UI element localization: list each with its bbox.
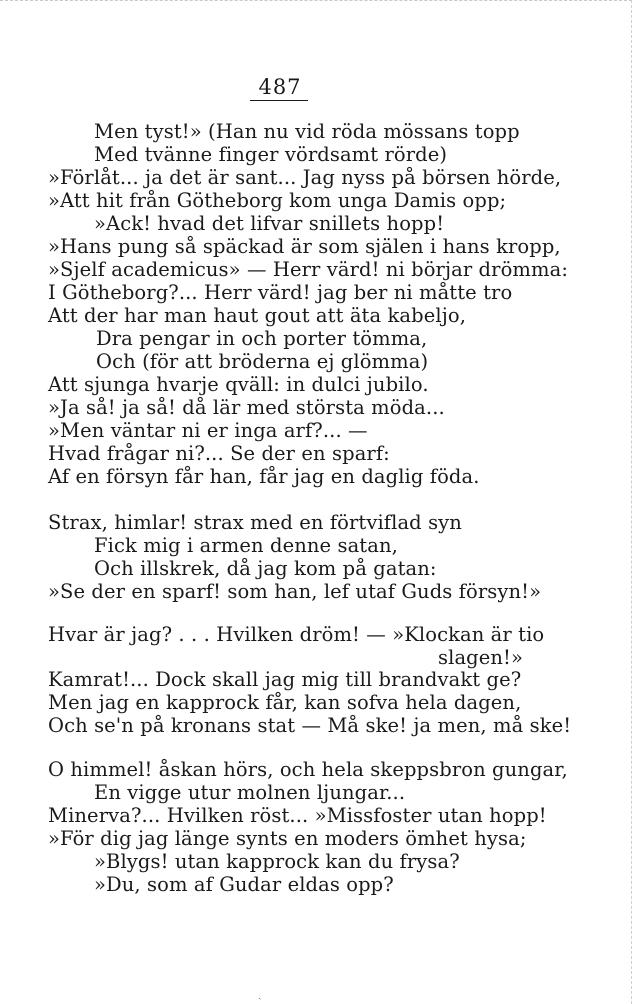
footer-mark: ˎ — [258, 989, 262, 1000]
poem-line: Med tvänne finger vördsamt rörde) — [94, 143, 448, 166]
poem-line: Hvad frågar ni?... Se der en sparf: — [48, 442, 390, 465]
poem-line: »Ja så! ja så! då lär med största möda... — [48, 396, 445, 419]
poem-line-turnover: slagen!» — [438, 646, 524, 669]
poem-line: »Se der en sparf! som han, lef utaf Guds försyn!» — [48, 580, 542, 603]
poem-line: Strax, himlar! strax med en förtviflad syn — [48, 511, 462, 534]
poem-line: »För dig jag länge synts en moders ömhet hysa; — [48, 827, 527, 850]
poem-line: »Blygs! utan kapprock kan du frysa? — [94, 850, 460, 873]
poem-line: Att der har man haut gout att äta kabeljo, — [48, 304, 466, 327]
page-number-rule — [250, 100, 308, 101]
poem-line: »Sjelf academicus» — Herr värd! ni börjar drömma: — [48, 258, 568, 281]
poem-line: I Götheborg?... Herr värd! jag ber ni måtte tro — [48, 281, 513, 304]
poem-line: »Förlåt... ja det är sant... Jag nyss på börsen hörde, — [48, 166, 562, 189]
poem-line: Men jag en kapprock får, kan sofva hela dagen, — [48, 691, 522, 714]
poem-line: »Hans pung så späckad är som själen i hans kropp, — [48, 235, 561, 258]
poem-line: Dra pengar in och porter tömma, — [96, 327, 428, 350]
poem-line: Kamrat!... Dock skall jag mig till brandvakt ge? — [48, 668, 522, 691]
poem-line: Af en försyn får han, får jag en daglig föda. — [48, 465, 480, 488]
poem-line: Hvar är jag? . . . Hvilken dröm! — »Klockan är tio — [48, 623, 545, 646]
poem-line: Och se'n på kronans stat — Må ske! ja men, må ske! — [48, 714, 572, 737]
poem-line: O himmel! åskan hörs, och hela skeppsbron gungar, — [48, 758, 568, 781]
poem-line: Men tyst!» (Han nu vid röda mössans topp — [94, 120, 520, 143]
poem-line: En vigge utur molnen ljungar... — [94, 781, 406, 804]
poem-line: »Ack! hvad det lifvar snillets hopp! — [94, 212, 445, 235]
poem-line: Och (för att bröderna ej glömma) — [96, 350, 429, 373]
poem-line: »Att hit från Götheborg kom unga Damis opp; — [48, 189, 507, 212]
poem-line: Att sjunga hvarje qväll: in dulci jubilo. — [48, 373, 429, 396]
poem-line: »Men väntar ni er inga arf?... — — [48, 419, 368, 442]
poem-line: »Du, som af Gudar eldas opp? — [94, 873, 394, 896]
poem-line: Och illskrek, då jag kom på gatan: — [94, 557, 437, 580]
poem-line: Minerva?... Hvilken röst... »Missfoster utan hopp! — [48, 804, 547, 827]
poem-line: Fick mig i armen denne satan, — [94, 534, 398, 557]
page-number: 487 — [258, 75, 302, 99]
